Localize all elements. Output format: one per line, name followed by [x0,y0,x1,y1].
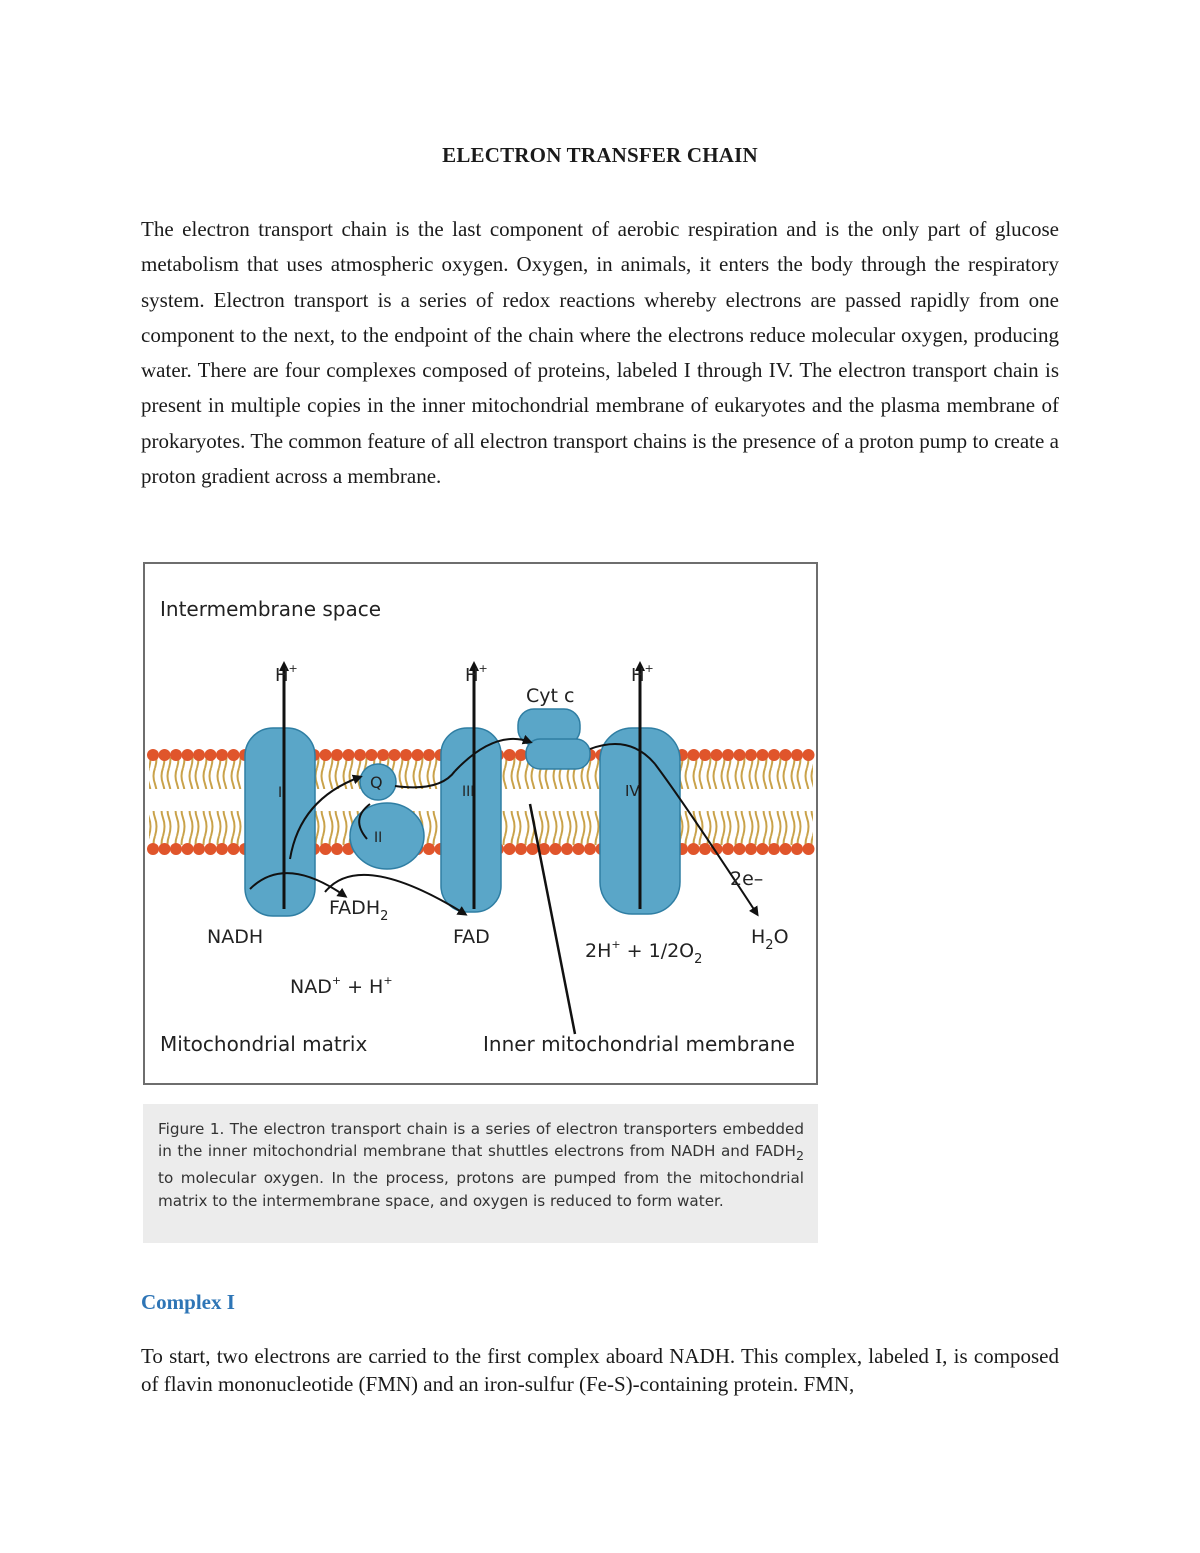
fad-label: FAD [453,926,490,948]
lipid-head [331,749,343,761]
lipid-head [170,749,182,761]
lipid-head [193,749,205,761]
intro-paragraph: The electron transport chain is the last component of aerobic respiration and is the only part of glucose metabolism that uses atmospheric oxygen. Oxygen, in animals, it enters the body through the respiratory system. Electron transport is a series of redox reactions whereby electrons are passed rapidly from one component to the next, to the endpoint of the chain where the electrons reduce molecular oxygen, producing water. There are four complexes composed of proteins, labeled I through IV. The electron transport chain is present in multiple copies in the inner mitochondrial membrane of eukaryotes and the plasma membrane of prokaryotes. The common feature of all electron transport chains is the presence of a proton pump to create a proton gradient across a membrane. [141,217,1059,489]
lipid-head [768,843,780,855]
lipid-head [584,843,596,855]
section-heading: Complex I [141,1290,235,1314]
lipid-head [688,843,700,855]
lipid-head [573,843,585,855]
complex-1-label: I [278,785,283,801]
lipid-head [320,749,332,761]
lipid-head [159,749,171,761]
lipid-head [400,749,412,761]
q-label: Q [370,773,383,792]
lipid-head [688,749,700,761]
lipid-head [216,749,228,761]
lipid-head [412,749,424,761]
lipid-head [228,749,240,761]
lipid-head [389,749,401,761]
lipid-head [205,843,217,855]
intermembrane-space-label: Intermembrane space [160,597,382,621]
proton-label-3: H+ [465,662,488,686]
lipid-head [745,843,757,855]
caption-text-2: to molecular oxygen. In the process, protons are pumped from the mitochondrial matrix to the intermembrane space, and oxygen is reduced to form water. [158,1169,804,1210]
lipid-head [504,749,516,761]
lipid-head [515,749,527,761]
complex-3-label: III [462,784,475,800]
lipid-head [791,749,803,761]
lipid-head [170,843,182,855]
lipid-head [159,843,171,855]
lipid-head [423,843,435,855]
fadh2-label: $FADH_2$ [329,897,389,924]
oxygen-reaction-label: $2H^+ + 1/2O_2$ [585,938,703,967]
etc-diagram-svg [145,564,820,1087]
lipid-head [366,749,378,761]
lipid-head [780,749,792,761]
lipid-head [331,843,343,855]
lipid-head [182,749,194,761]
lipid-head [561,843,573,855]
cyt-c-label: Cyt c [526,685,575,707]
etc-diagram [143,562,818,1085]
lipid-head [147,749,159,761]
lipid-head [711,749,723,761]
lipid-head [182,843,194,855]
two-electrons-label: 2e– [730,868,764,890]
lipid-head [550,843,562,855]
lipid-head [228,843,240,855]
section-paragraph: To start, two electrons are carried to the first complex aboard NADH. This complex, labeled I, is composed of flavin mononucleotide (FMN) and an iron-sulfur (Fe-S)-containing protein. FMN, [141,1344,1059,1396]
figure-caption [143,1104,818,1243]
lipid-head [320,843,332,855]
lipid-head [504,843,516,855]
lipid-head [791,843,803,855]
lipid-head [768,749,780,761]
lipid-head [423,749,435,761]
lipid-head [757,749,769,761]
lipid-head [780,843,792,855]
lipid-head [803,749,815,761]
lipid-head [722,843,734,855]
caption-text-1: Figure 1. The electron transport chain is a series of electron transporters embedded in the inner mitochondrial membrane that shuttles electrons from NADH and FADH [158,1120,804,1161]
lipid-head [699,749,711,761]
complex-1-shape [245,728,315,916]
complex-4-label: IV [625,782,640,800]
lipid-head [515,843,527,855]
lipid-head [527,843,539,855]
inner-membrane-label: Inner mitochondrial membrane [483,1032,795,1056]
lipid-head [216,843,228,855]
lipid-head [722,749,734,761]
lipid-head [734,843,746,855]
nad-label: NAD+ + H+ [290,974,393,998]
mitochondrial-matrix-label: Mitochondrial matrix [160,1032,368,1056]
complex-2-label: II [374,830,383,846]
lipid-head [354,749,366,761]
page-title: ELECTRON TRANSFER CHAIN [442,143,758,167]
lipid-head [377,749,389,761]
lipid-head [205,749,217,761]
lipid-head [734,749,746,761]
lipid-head [193,843,205,855]
water-label: $H_2O$ [751,926,789,953]
cytochrome-c-lower-shape [526,739,590,769]
proton-label-4: H+ [631,662,654,686]
caption-subscript: 2 [795,1148,804,1164]
lipid-head [343,749,355,761]
lipid-head [803,843,815,855]
lipid-head [147,843,159,855]
lipid-head [745,749,757,761]
nadh-label: NADH [207,926,264,948]
lipid-head [757,843,769,855]
lipid-head [699,843,711,855]
proton-label-1: H+ [275,662,298,686]
